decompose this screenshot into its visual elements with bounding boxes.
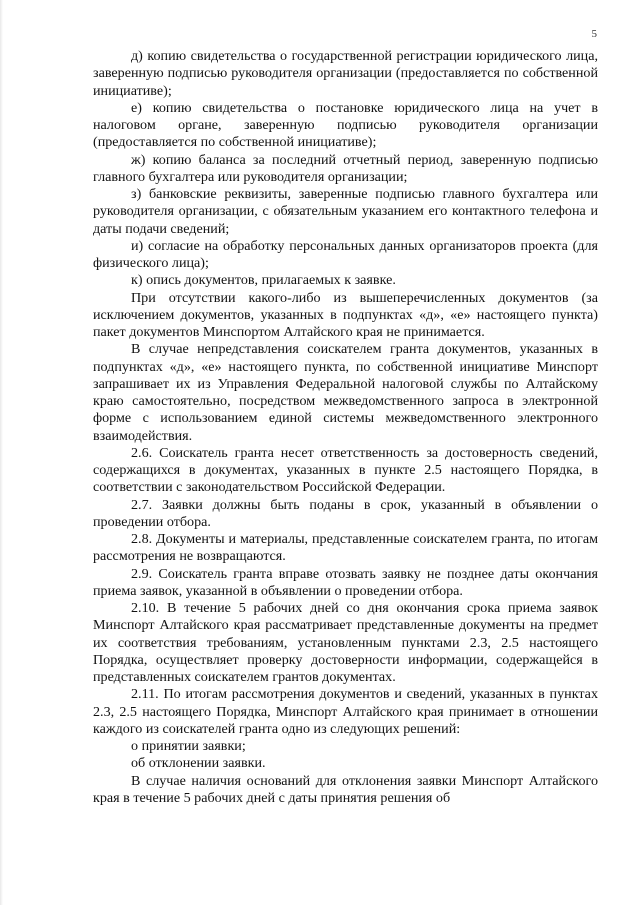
paragraph-item-e: е) копию свидетельства о постановке юридического лица на учет в налоговом органе, заверенную подписью руководителя организации (предоставляется по собственной инициативе); [93, 99, 598, 151]
decision-reject: об отклонении заявки. [131, 755, 266, 772]
paragraph-item-d: д) копию свидетельства о государственной регистрации юридического лица, заверенную подписью руководителя организации (предоставляется по собственной инициативе); [93, 48, 598, 99]
paragraph-item-z: з) банковские реквизиты, заверенные подписью главного бухгалтера или руководителя организации, с обязательным указанием его контактного телефона и даты подачи сведений; [93, 186, 598, 237]
paragraph-2-8: 2.8. Документы и материалы, представленные соискателем гранта, по итогам рассмотрения не возвращаются. [93, 531, 598, 565]
paragraph-2-10: 2.10. В течение 5 рабочих дней со дня окончания срока приема заявок Минспорт Алтайского края рассматривает представленные документы на предмет их соответствия требованиям, установленным пунктами 2.3, 2.5 настоящего Порядка, осуществляет проверку достоверности информации, содержащейся в представленных соискателем грантов документах. [93, 600, 598, 685]
document-body [93, 48, 598, 807]
paragraph-missing-documents: При отсутствии какого-либо из вышеперечисленных документов (за исключением документов, указанных в подпунктах «д», «е» настоящего пункта) пакет документов Минспортом Алтайского края не принимается. [93, 289, 598, 340]
paragraph-rejection-grounds: В случае наличия оснований для отклонения заявки Минспорт Алтайского края в течение 5 рабочих дней с даты принятия решения об [93, 772, 598, 806]
paragraph-item-i: и) согласие на обработку персональных данных организаторов проекта (для физического лица); [93, 237, 598, 271]
page-number: 5 [591, 28, 597, 40]
decision-accept: о принятии заявки; [131, 738, 246, 754]
paragraph-2-11: 2.11. По итогам рассмотрения документов и сведений, указанных в пунктах 2.3, 2.5 настоящего Порядка, Минспорт Алтайского края принимает в отношении каждого из соискателей гранта одно из следующих решений: [93, 686, 598, 737]
paragraph-2-9: 2.9. Соискатель гранта вправе отозвать заявку не позднее даты окончания приема заявок, указанной в объявлении о проведении отбора. [93, 565, 598, 599]
paragraph-item-zh: ж) копию баланса за последний отчетный период, заверенную подписью главного бухгалтера или руководителя организации; [93, 151, 598, 185]
scan-edge [0, 0, 3, 905]
paragraph-nonsubmission: В случае непредставления соискателем гранта документов, указанных в подпунктах «д», «е» настоящего пункта, по собственной инициативе Минспорт запрашивает их из Управления Федеральной налоговой службы по Алтайскому краю самостоятельно, посредством межведомственного запроса в электронной форме с использованием единой системы межведомственного электронного взаимодействия. [93, 341, 598, 444]
paragraph-item-k: к) опись документов, прилагаемых к заявке. [131, 272, 396, 289]
paragraph-2-7: 2.7. Заявки должны быть поданы в срок, указанный в объявлении о проведении отбора. [93, 496, 598, 530]
paragraph-2-6: 2.6. Соискатель гранта несет ответственность за достоверность сведений, содержащихся в документах, указанных в пункте 2.5 настоящего Порядка, в соответствии с законодательством Российской Федерации. [93, 444, 598, 496]
